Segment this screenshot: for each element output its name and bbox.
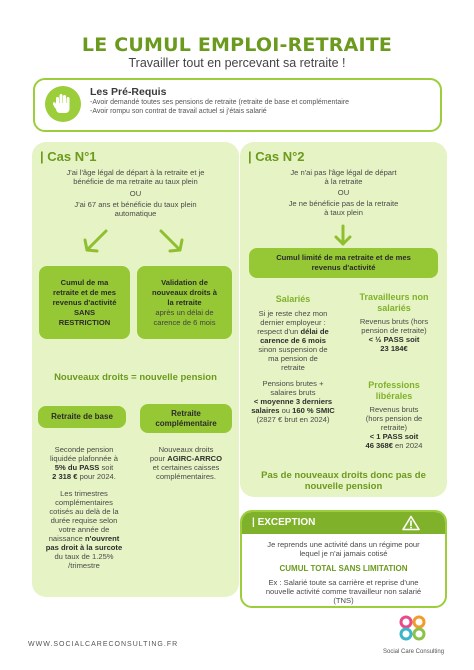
warning-icon bbox=[402, 515, 420, 531]
self-employed-details: Revenus bruts (hors pension de retraite) < ½ PASS soit 23 184€ bbox=[359, 317, 429, 353]
hand-stop-icon bbox=[45, 86, 81, 122]
brand-name: Social Care Consulting bbox=[383, 649, 445, 655]
complementary-pension-pill: Retraite complémentaire bbox=[140, 404, 232, 433]
case-1-or: OU bbox=[129, 189, 142, 198]
prerequisite-line: -Avoir demandé toutes ses pensions de retraite (retraite de base et complémentaire bbox=[90, 99, 350, 106]
employees-heading: Salariés bbox=[275, 294, 311, 304]
page-title: LE CUMUL EMPLOI-RETRAITE bbox=[81, 34, 393, 56]
case-1-condition-1: J'ai l'âge légal de départ à la retraite et je bénéficie de ma retraite au taux plein bbox=[66, 168, 205, 186]
arrow-down-right-icon bbox=[157, 228, 187, 256]
social-care-consulting-logo bbox=[398, 614, 428, 642]
liberal-professions-details: Revenus bruts (hors pension de retraite) < 1 PASS soit 46 368€ en 2024 bbox=[365, 405, 423, 450]
complementary-pension-details: Nouveaux droits pour AGIRC-ARRCO et certaines caisses complémentaires. bbox=[149, 445, 223, 481]
no-new-rights-heading: Pas de nouveaux droits donc pas de nouvelle pension bbox=[261, 470, 426, 492]
arrow-down-icon bbox=[332, 224, 354, 248]
employees-details: Si je reste chez mon dernier employeur : respect d'un délai de carence de 6 mois sinon suspension de ma pension de retraite Pensions brutes + salaires bruts < moyenne 3 derniers salaires ou 160 % SMIC (2827 € brut en 2024) bbox=[251, 309, 335, 424]
self-employed-heading: Travailleurs non salariés bbox=[359, 292, 429, 313]
case-2-condition-1: Je n'ai pas l'âge légal de départ à la retraite bbox=[290, 168, 397, 186]
limited-cumul-box: Cumul limité de ma retraite et de mes revenus d'activité bbox=[249, 248, 438, 278]
exception-example: Ex : Salarié toute sa carrière et reprise d'une nouvelle activité comme travailleur non salarié (TNS) bbox=[265, 578, 422, 605]
arrow-down-left-icon bbox=[80, 228, 110, 256]
basic-pension-details: Seconde pension liquidée plafonnée à 5% du PASS soit 2 318 € pour 2024. Les trimestres complémentaires cotisés au delà de la durée requise selon votre année de naissance n'ouvrent pas droit à la surcote du taux de 1.25% /trimestre bbox=[45, 445, 123, 570]
case-1-condition-2: J'ai 67 ans et bénéficie du taux plein automatique bbox=[74, 200, 197, 218]
prerequisite-line: -Avoir rompu son contrat de travail actuel si j'étais salarié bbox=[90, 108, 267, 115]
case-1-panel bbox=[32, 142, 239, 597]
exception-box bbox=[240, 510, 447, 608]
exception-condition: Je reprends une activité dans un régime pour lequel je n'ai jamais cotisé bbox=[267, 540, 420, 558]
exception-total-cumul: CUMUL TOTAL SANS LIMITATION bbox=[279, 564, 408, 573]
new-rights-heading: Nouveaux droits = nouvelle pension bbox=[54, 372, 217, 383]
new-rights-validation-box: Validation de nouveaux droits à la retraite après un délai de carence de 6 mois bbox=[137, 266, 232, 339]
case-2-or: OU bbox=[337, 188, 350, 197]
exception-title: | EXCEPTION bbox=[252, 517, 316, 528]
case-2-condition-2: Je ne bénéficie pas de la retraite à taux plein bbox=[288, 199, 399, 217]
case-2-panel bbox=[240, 142, 447, 497]
page-subtitle: Travailler tout en percevant sa retraite ! bbox=[128, 56, 346, 70]
case-2-title: | Cas N°2 bbox=[248, 149, 305, 164]
case-1-title: | Cas N°1 bbox=[40, 149, 97, 164]
prerequisites-heading: Les Pré-Requis bbox=[90, 86, 167, 98]
liberal-professions-heading: Professions libérales bbox=[368, 380, 420, 401]
basic-pension-pill: Retraite de base bbox=[38, 406, 126, 428]
website-url: WWW.SOCIALCARECONSULTING.FR bbox=[28, 641, 179, 648]
prerequisites-box bbox=[33, 78, 442, 132]
unrestricted-cumul-box: Cumul de ma retraite et de mes revenus d'activité SANS RESTRICTION bbox=[39, 266, 130, 339]
